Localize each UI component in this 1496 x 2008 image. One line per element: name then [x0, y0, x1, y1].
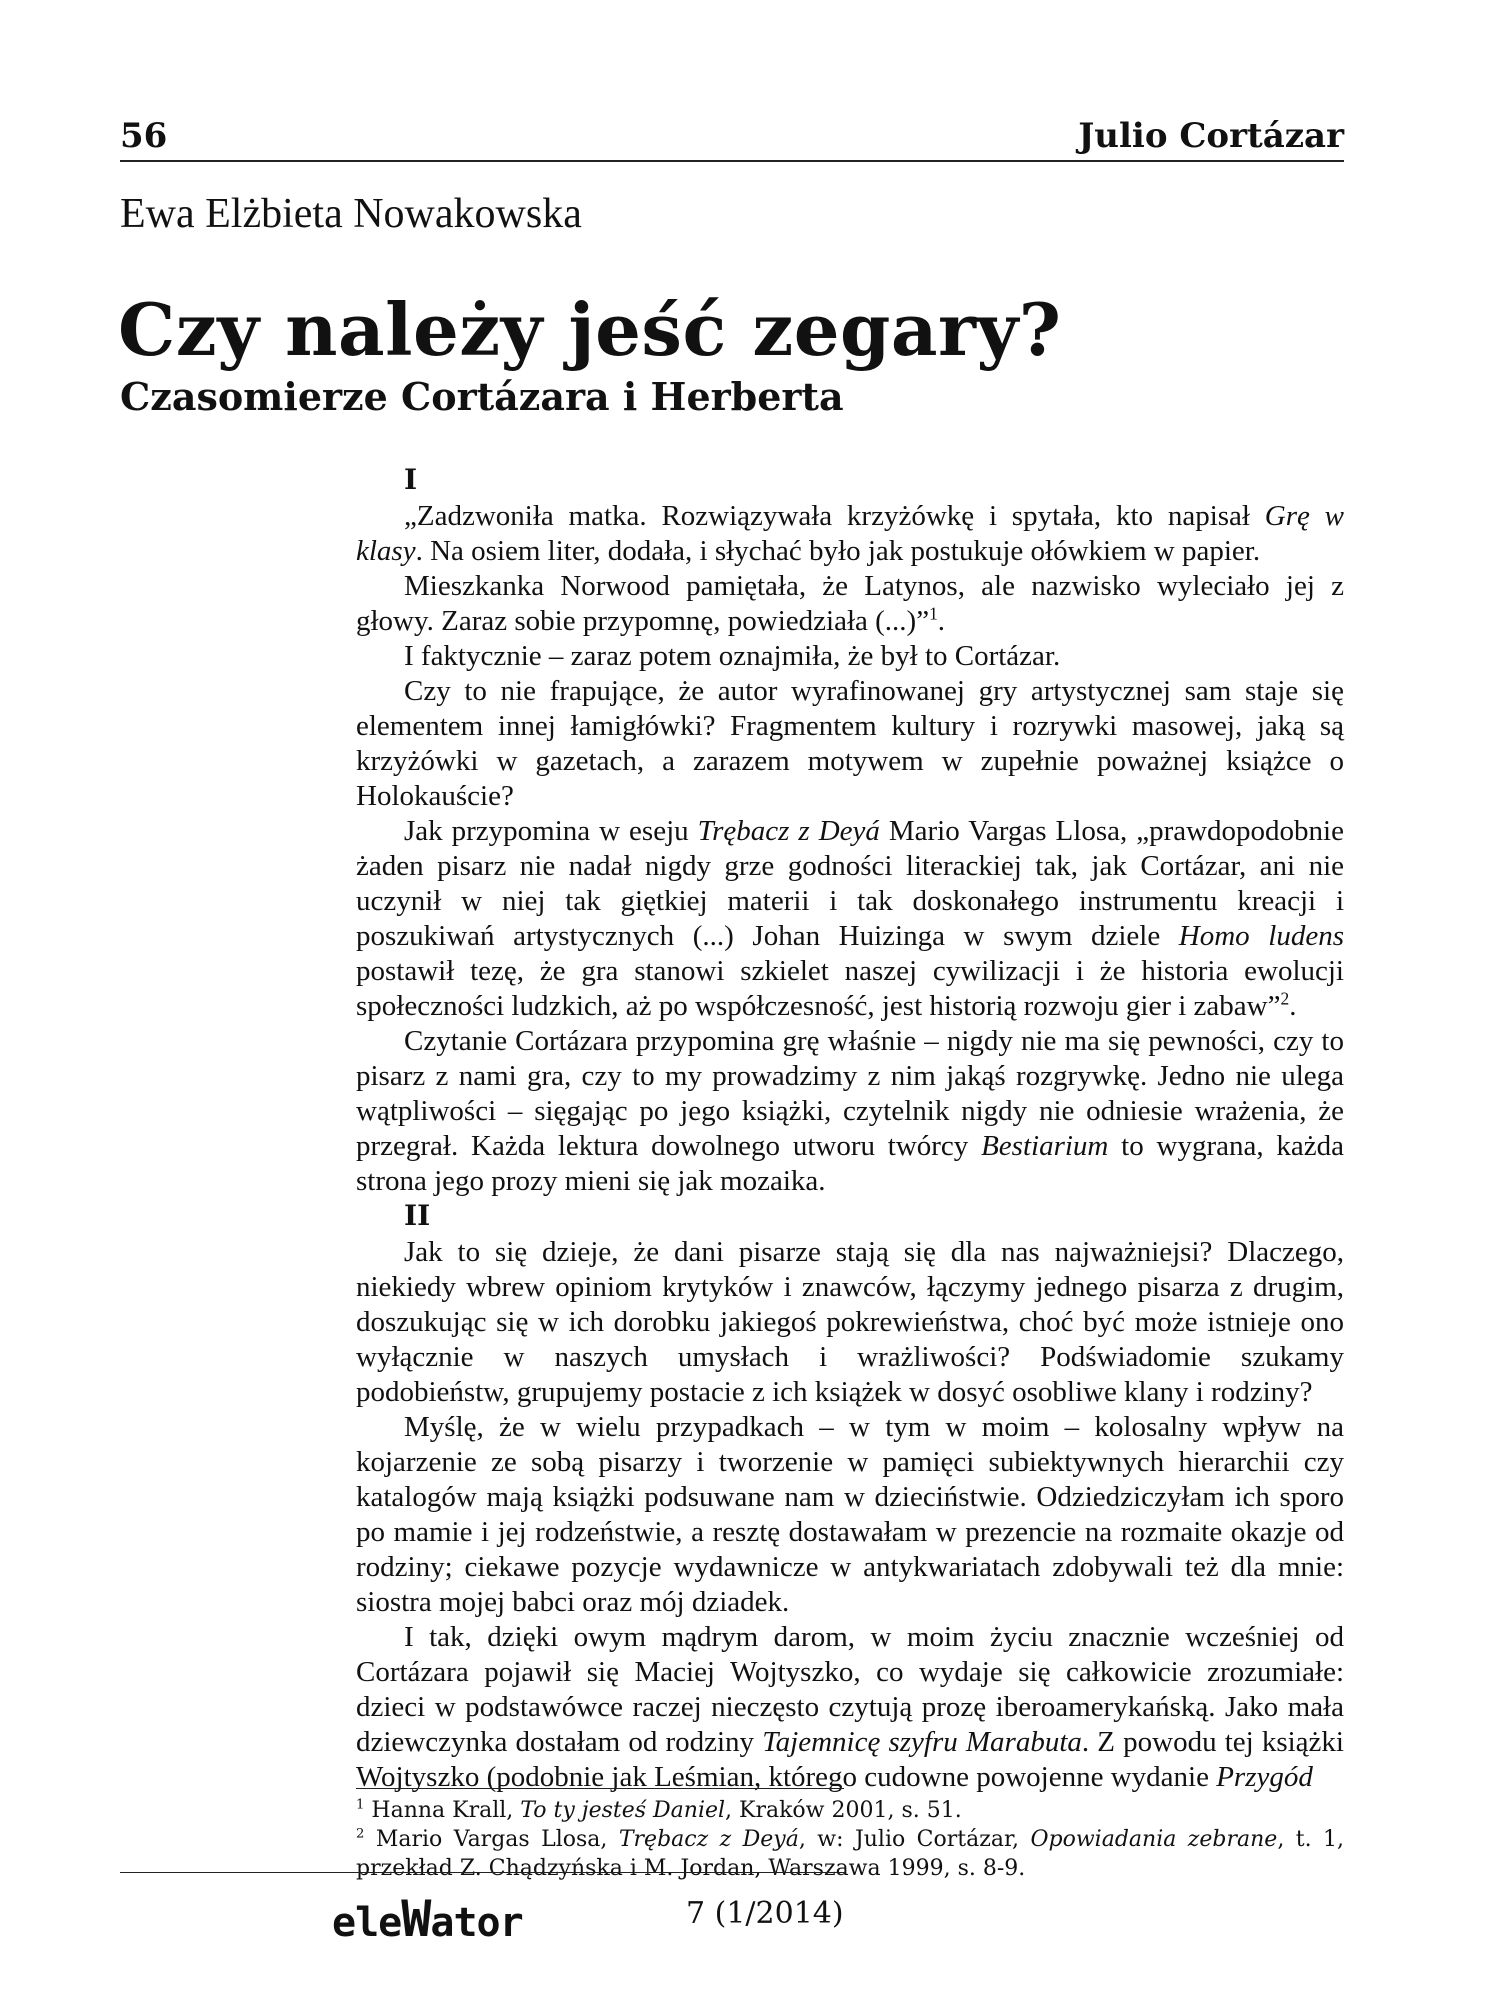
footnote-1: $^1$ Hanna Krall, To ty jesteś Daniel, Kraków 2001, s. 51.: [356, 1797, 962, 1823]
footnote-ref: 1: [929, 603, 938, 624]
paragraph: Myślę, że w wielu przypadkach – w tym w moim – kolosalny wpływ na kojarzenie ze sobą pisarzy i tworzenie w pamięci subiektywnych hierarchii czy katalogów mają książki podsuwane nam w dzieciństwie. Odziedziczyłam ich sporo po mamie i jej rodzeństwie, a resztę dostawałam w prezencie na rozmaite okazje od rodziny; ciekawe pozycje wydawnicze w antykwariatach zdobywali też dla mnie: siostra mojej babci oraz mój dziadek.: [356, 1411, 1344, 1618]
paragraph: Jak przypomina w eseju Trębacz z Deyá Mario Vargas Llosa, „prawdopodobnie żaden pisarz nie nadał nigdy grze godności literackiej tak, jak Cortázar, ani nie uczynił w niej tak giętkiej materii i tak doskonałego instrumentu kreacji i poszukiwań artystycznych (...) Johan Huizinga w swym dziele Homo ludens postawił tezę, że gra stanowi szkielet naszej cywilizacji i że historia ewolucji społeczności ludzkich, aż po współczesność, jest historią rozwoju gier i zabaw”$^2$.: [356, 815, 1344, 1022]
issue-number: 7 (1/2014): [686, 1896, 844, 1931]
footer-rule: [120, 1872, 844, 1873]
paragraph: Czytanie Cortázara przypomina grę właśnie – nigdy nie ma się pewności, czy to pisarz z nami gra, czy to my prowadzimy z nim jakąś rozgrywkę. Jedno nie ulega wątpliwości – sięgając po jego książki, czytelnik nigdy nie odniesie wrażenia, że przegrał. Każda lektura dowolnego utworu twórcy Bestiarium to wygrana, każda strona jego prozy mieni się jak mozaika.: [356, 1025, 1344, 1197]
footnote-rule: [356, 1788, 844, 1789]
footnote-2: $^2$ Mario Vargas Llosa, Trębacz z Deyá, w: Julio Cortázar, Opowiadania zebrane, t. 1, przekład Z. Chądzyńska i M. Jordan, Warszawa 1999, s. 8-9.: [356, 1826, 1344, 1881]
article-subtitle: Czasomierze Cortázara i Herberta: [120, 374, 844, 419]
running-head: [120, 116, 1344, 162]
running-head-title: Julio Cortázar: [1078, 116, 1344, 156]
article-title: Czy należy jeść zegary?: [118, 287, 1062, 372]
paragraph: I tak, dzięki owym mądrym darom, w moim życiu znacznie wcześniej od Cortázara pojawił się Maciej Wojtyszko, co wydaje się całkowicie zrozumiałe: dzieci w podstawówce raczej nieczęsto czytują prozę iberoamerykańską. Jako mała dziewczynka dostałam od rodziny Tajemnicę szyfru Marabuta. Z powodu tej książki Wojtyszko (podobnie jak Leśmian, którego cudowne powojenne wydanie Przygód: [356, 1621, 1344, 1793]
section-1: [356, 462, 1344, 1199]
paragraph: Czy to nie frapujące, że autor wyrafinowanej gry artystycznej sam staje się elementem innej łamigłówki? Fragmentem kultury i rozrywki masowej, jaką są krzyżówki w gazetach, a zarazem motywem w zupełnie poważnej książce o Holokauście?: [356, 675, 1344, 812]
page-number: 56: [120, 116, 168, 156]
section-heading: II: [404, 1199, 431, 1232]
section-2: [356, 1198, 1344, 1795]
footnotes: [356, 1796, 1344, 1883]
paragraph: Jak to się dzieje, że dani pisarze stają się dla nas najważniejsi? Dlaczego, niekiedy wbrew opiniom krytyków i znawców, łączymy jednego pisarza z drugim, doszukując się w ich dorobku jakiegoś pokrewieństwa, choć być może istnieje ono wyłącznie w naszych umysłach i wrażliwości? Podświadomie szukamy podobieństw, grupujemy postacie z ich książek w dosyć osobliwe klany i rodziny?: [356, 1236, 1344, 1408]
section-heading: I: [404, 463, 418, 496]
magazine-logo: eleWator: [332, 1890, 523, 1948]
paragraph: Mieszkanka Norwood pamiętała, że Latynos, ale nazwisko wyleciało jej z głowy. Zaraz sobie przypomnę, powiedziała (...)”$^1$.: [356, 570, 1344, 637]
paragraph: „Zadzwoniła matka. Rozwiązywała krzyżówkę i spytała, kto napisał Grę w klasy. Na osiem liter, dodała, i słychać było jak postukuje ołówkiem w papier.: [356, 500, 1344, 567]
footnote-ref: 2: [1280, 988, 1290, 1009]
paragraph: I faktycznie – zaraz potem oznajmiła, że był to Cortázar.: [404, 640, 1061, 672]
article-author: Ewa Elżbieta Nowakowska: [120, 191, 582, 237]
